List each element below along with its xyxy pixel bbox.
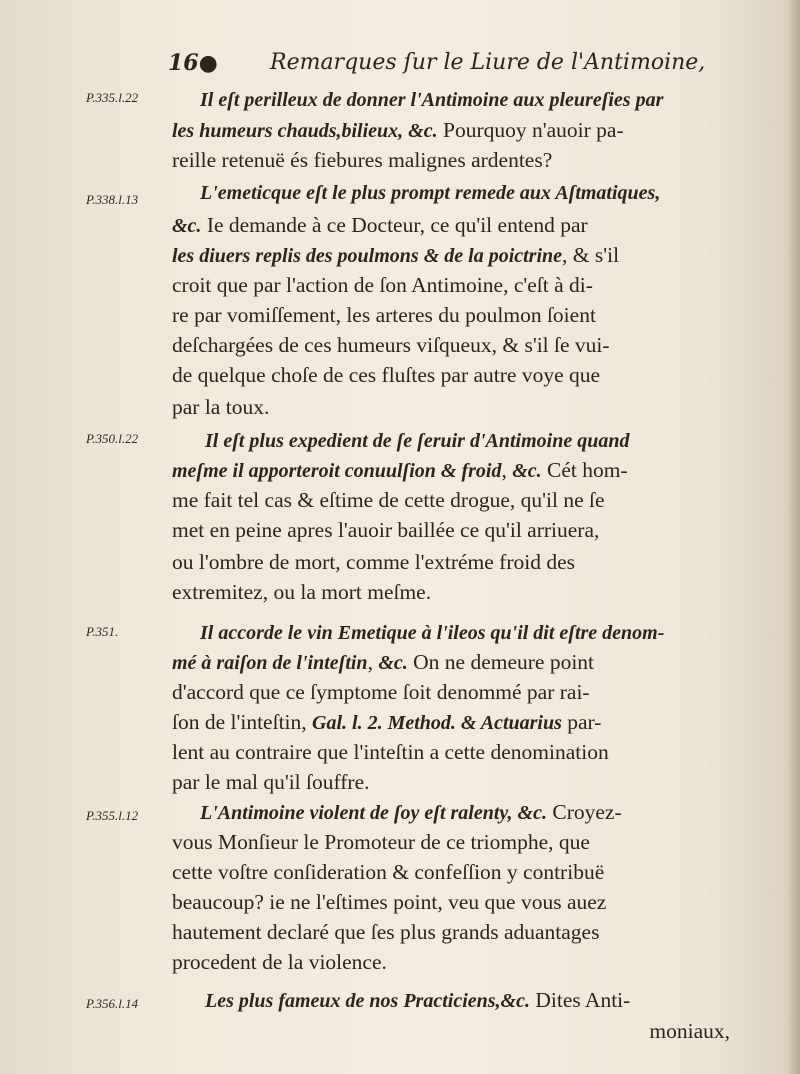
text-segment: Dites Anti- — [529, 988, 631, 1012]
text-line — [205, 425, 629, 455]
text-segment: On ne demeure point — [407, 650, 595, 674]
text-segment: par le mal qu'il ſouffre. — [172, 770, 370, 794]
italic-segment: L'Antimoine violent de ſoy eſt ralenty, &c. — [200, 802, 547, 824]
margin-note: P.351. — [86, 624, 119, 639]
italic-segment: Gal. l. 2. Method. & Actuarius — [312, 712, 562, 734]
text-segment: moniaux, — [649, 1019, 730, 1043]
text-segment: extremitez, ou la mort meſme. — [172, 580, 432, 604]
text-line — [200, 617, 664, 647]
text-segment: par la toux. — [172, 395, 270, 419]
italic-segment: Il eſt plus expedient de ſe ſeruir d'Antimoine quand — [205, 430, 630, 452]
text-segment: me fait tel cas & eſtime de cette drogue, qu'il ne ſe — [172, 488, 605, 512]
italic-segment: Il accorde le vin Emetique à l'ileos qu'il dit eſtre denom- — [200, 622, 665, 644]
text-segment: , — [367, 650, 379, 674]
italic-segment: les diuers replis des poulmons & de la poictrine — [172, 245, 563, 267]
text-line — [200, 84, 663, 114]
text-segment: deſchargées de ces humeurs viſqueux, & s'il ſe vui- — [172, 333, 610, 357]
margin-note: P.356.l.14 — [86, 996, 139, 1011]
text-line — [172, 240, 619, 270]
text-segment: croit que par l'action de ſon Antimoine, c'eſt à di- — [172, 273, 593, 297]
margin-note: P.338.l.13 — [86, 192, 139, 207]
text-segment: Ie demande à ce Docteur, ce qu'il entend par — [201, 213, 588, 237]
page-number: 16● — [168, 50, 218, 76]
text-segment: lent au contraire que l'inteſtin a cette denomination — [172, 740, 609, 764]
text-line — [172, 917, 599, 947]
page-edge-shadow — [786, 0, 800, 1074]
text-line — [172, 115, 624, 145]
italic-segment: &c. — [512, 460, 542, 482]
text-line — [172, 300, 596, 330]
text-line — [172, 515, 599, 545]
text-segment: hautement declaré que ſes plus grands aduantages — [172, 920, 600, 944]
text-line — [172, 647, 594, 677]
italic-segment: les humeurs chauds,bilieux, &c. — [172, 120, 438, 142]
text-line — [172, 392, 269, 422]
text-segment: Pourquoy n'auoir pa- — [437, 118, 624, 142]
text-segment: vous Monſieur le Promoteur de ce triomphe, que — [172, 830, 590, 854]
text-line — [172, 887, 606, 917]
text-line — [172, 857, 604, 887]
margin-note: P.350.l.22 — [86, 431, 139, 446]
text-line — [172, 707, 601, 737]
text-segment: de quelque choſe de ces fluſtes par autre voye que — [172, 363, 601, 387]
italic-segment: meſme il apporteroit conuulſion & froid — [172, 460, 502, 482]
text-line — [172, 577, 431, 607]
italic-segment: mé à raiſon de l'inteſtin — [172, 652, 368, 674]
italic-segment: L'emeticque eſt le plus prompt remede aux Aſtmatiques, — [200, 182, 661, 204]
text-line — [172, 767, 370, 797]
text-segment: reille retenuë és fiebures malignes ardentes? — [172, 148, 553, 172]
text-line — [172, 270, 593, 300]
text-line — [172, 737, 609, 767]
text-segment: met en peine apres l'auoir baillée ce qu'il arriuera, — [172, 518, 600, 542]
text-line — [172, 210, 588, 240]
text-line — [172, 485, 605, 515]
italic-segment: &c. — [172, 215, 202, 237]
text-segment: cette voſtre conſideration & confeſſion y contribuë — [172, 860, 605, 884]
text-line — [172, 360, 600, 390]
text-segment: procedent de la violence. — [172, 950, 387, 974]
text-segment: re par vomiſſement, les arteres du poulmon ſoient — [172, 303, 596, 327]
italic-segment: Il eſt perilleux de donner l'Antimoine aux pleureſies par — [200, 89, 664, 111]
text-line — [205, 985, 630, 1015]
text-line — [200, 797, 622, 827]
text-segment: beaucoup? ie ne l'eſtimes point, veu que vous auez — [172, 890, 607, 914]
text-segment: Cét hom- — [541, 458, 628, 482]
italic-segment: Les plus fameux de nos Practiciens,&c. — [205, 990, 530, 1012]
text-segment: , — [501, 458, 513, 482]
text-segment: ſon de l'inteſtin, — [172, 710, 313, 734]
text-segment: Croyez- — [546, 800, 622, 824]
text-line — [172, 145, 552, 175]
text-segment: par- — [561, 710, 602, 734]
italic-segment: &c. — [378, 652, 408, 674]
text-line — [172, 547, 575, 577]
margin-note: P.355.l.12 — [86, 808, 139, 823]
text-line — [172, 827, 590, 857]
text-segment: d'accord que ce ſymptome ſoit denommé par rai- — [172, 680, 590, 704]
text-line — [649, 1016, 730, 1046]
page-header — [168, 48, 706, 84]
running-title: Remarques ſur le Liure de l'Antimoine, — [270, 50, 706, 75]
text-line — [172, 947, 387, 977]
text-line — [172, 677, 590, 707]
text-line — [200, 177, 660, 207]
text-line — [172, 330, 610, 360]
text-segment: ou l'ombre de mort, comme l'extréme froid des — [172, 550, 575, 574]
text-line — [172, 455, 628, 485]
margin-note: P.335.l.22 — [86, 90, 139, 105]
text-segment: , & s'il — [562, 243, 620, 267]
